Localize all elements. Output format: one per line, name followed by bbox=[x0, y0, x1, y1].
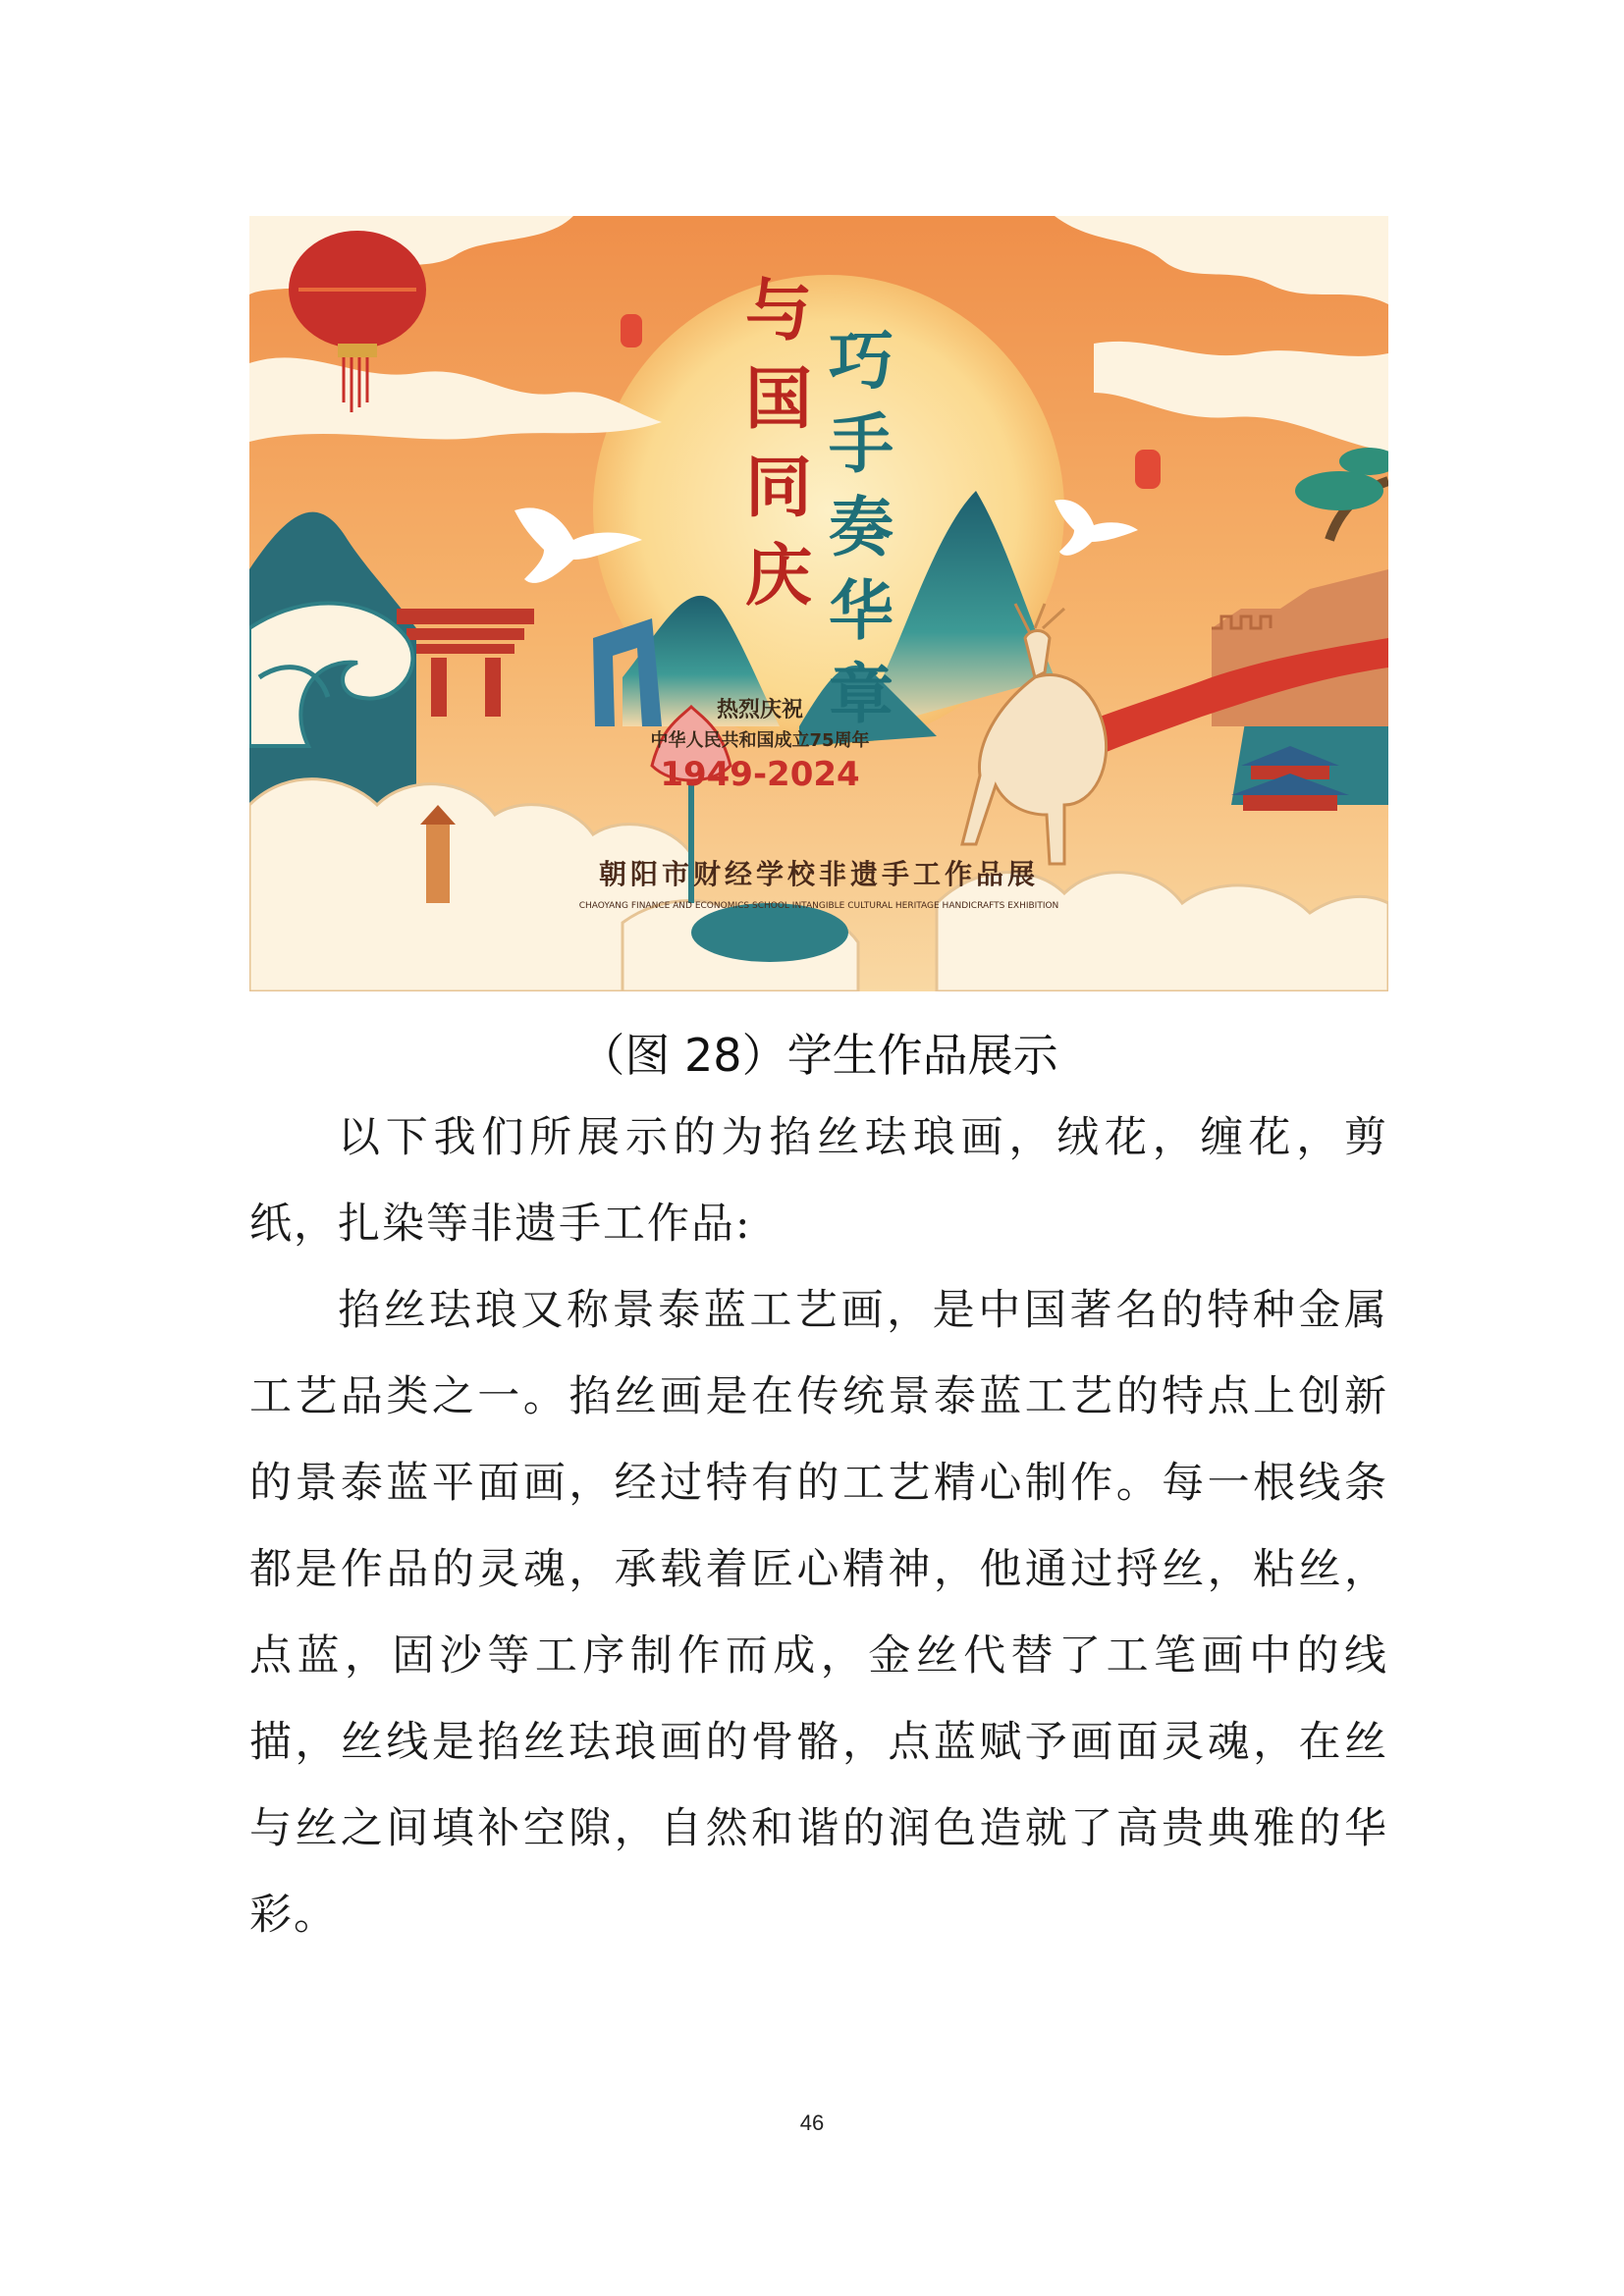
poster-title-char: 同 bbox=[745, 449, 813, 527]
exhibition-poster-image bbox=[249, 216, 1388, 991]
poster-years: 1949-2024 bbox=[660, 755, 860, 794]
poster-title-char: 国 bbox=[745, 360, 813, 439]
poster-title-char: 庆 bbox=[745, 537, 813, 615]
poster-exhibition-subtitle: CHAOYANG FINANCE AND ECONOMICS SCHOOL INTANGIBLE CULTURAL HERITAGE HANDICRAFTS EXHIBITION bbox=[578, 901, 1059, 911]
poster-subtitle: 热烈庆祝 bbox=[716, 698, 804, 722]
poster-illustration bbox=[249, 216, 1388, 991]
poster-title-char: 华 bbox=[829, 572, 893, 649]
poster-title-char: 手 bbox=[829, 405, 893, 482]
body-text bbox=[249, 1095, 1388, 1958]
poster-title-char: 章 bbox=[829, 656, 893, 732]
figure-caption: （图 28）学生作品展示 bbox=[579, 1029, 1058, 1082]
poster-exhibition-title: 朝阳市财经学校非遗手工作品展 bbox=[598, 858, 1040, 890]
poster-title-char: 奏 bbox=[829, 489, 893, 565]
poster-anniversary: 中华人民共和国成立75周年 bbox=[650, 730, 870, 751]
paragraph: 以下我们所展示的为掐丝珐琅画，绒花，缠花，剪纸，扎染等非遗手工作品: bbox=[249, 1113, 1388, 1249]
poster-title-char: 与 bbox=[745, 272, 813, 350]
paragraph: 掐丝珐琅又称景泰蓝工艺画，是中国著名的特种金属工艺品类之一。掐丝画是在传统景泰蓝工艺的特点上创新的景泰蓝平面画，经过特有的工艺精心制作。每一根线条都是作品的灵魂，承载着匠心精神，他通过捋丝，粘丝，点蓝，固沙等工序制作而成，金丝代替了工笔画中的线描，丝线是掐丝珐琅画的骨骼，点蓝赋予画面灵魂，在丝与丝之间填补空隙，自然和谐的润色造就了高贵典雅的华彩。 bbox=[249, 1286, 1388, 1940]
poster-title-col2 bbox=[829, 322, 893, 732]
page-number: 46 bbox=[799, 2110, 825, 2135]
poster-title-char: 巧 bbox=[829, 322, 893, 399]
